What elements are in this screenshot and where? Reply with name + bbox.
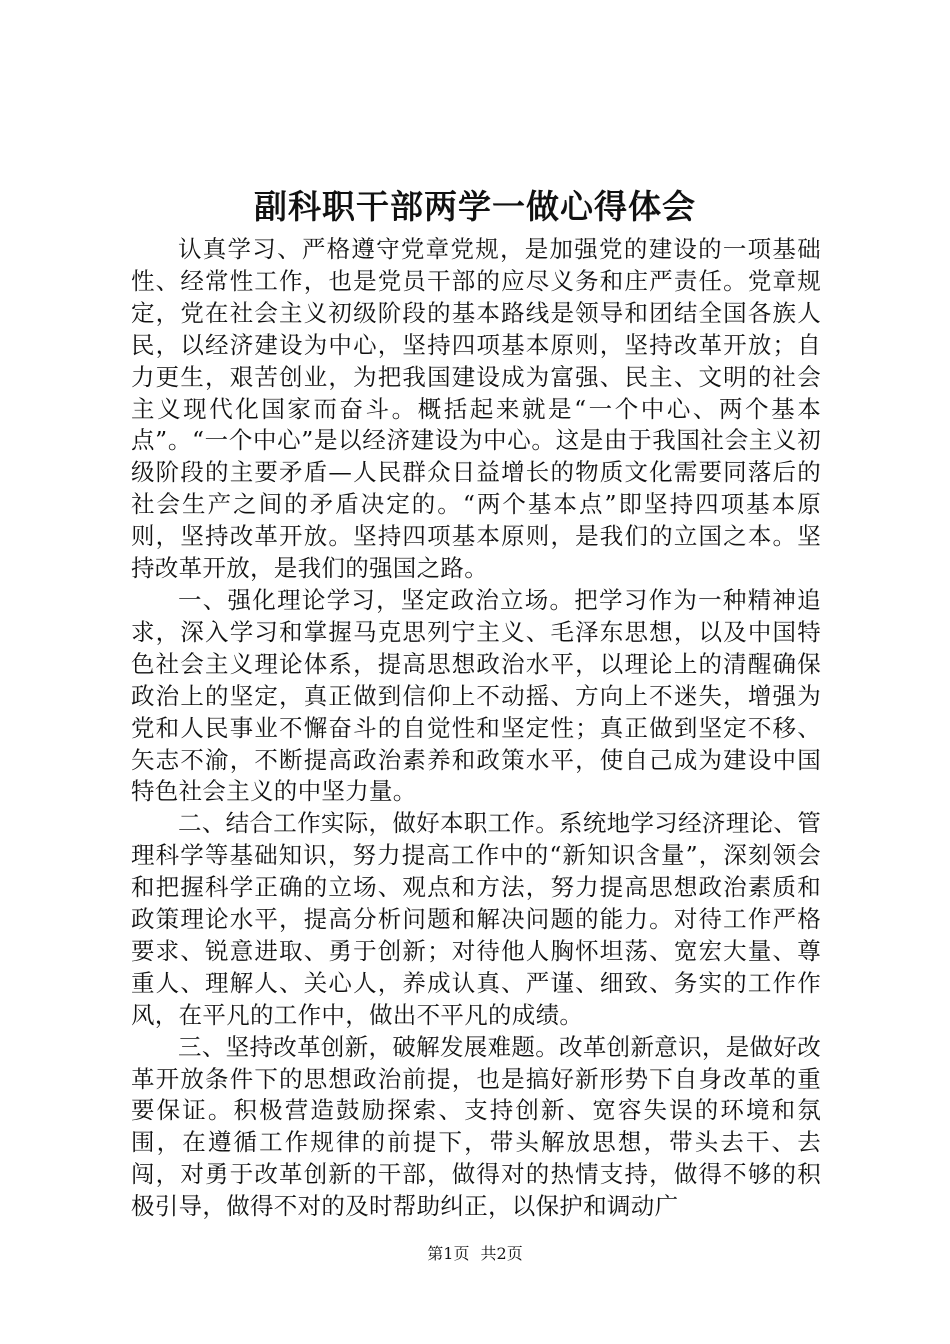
document-title: 副科职干部两学一做心得体会	[254, 187, 696, 226]
page-number: 第1页	[427, 1244, 470, 1263]
paragraph-section-3: 三、坚持改革创新，破解发展难题。改革创新意识，是做好改革开放条件下的思想政治前提，也是搞好新形势下自身改革的重要保证。积极营造鼓励探索、支持创新、宽容失误的环境和氛围，在遵循工作规律的前提下，带头解放思想，带头去干、去闯，对勇于改革创新的干部，做得对的热情支持，做得不够的积极引导，做得不对的及时帮助纠正，以保护和调动广	[131, 1032, 821, 1221]
document-body	[131, 234, 821, 1223]
paragraph-intro: 认真学习、严格遵守党章党规，是加强党的建设的一项基础性、经常性工作，也是党员干部的应尽义务和庄严责任。党章规定，党在社会主义初级阶段的基本路线是领导和团结全国各族人民，以经济建设为中心，坚持四项基本原则，坚持改革开放；自力更生，艰苦创业，为把我国建设成为富强、民主、文明的社会主义现代化国家而奋斗。概括起来就是“一个中心、两个基本点”。“一个中心”是以经济建设为中心。这是由于我国社会主义初级阶段的主要矛盾—人民群众日益增长的物质文化需要同落后的社会生产之间的矛盾决定的。“两个基本点”即坚持四项基本原则，坚持改革开放。坚持四项基本原则，是我们的立国之本。坚持改革开放，是我们的强国之路。	[131, 235, 821, 583]
paragraph-section-1: 一、强化理论学习，坚定政治立场。把学习作为一种精神追求，深入学习和掌握马克思列宁主义、毛泽东思想，以及中国特色社会主义理论体系，提高思想政治水平，以理论上的清醒确保政治上的坚定，真正做到信仰上不动摇、方向上不迷失，增强为党和人民事业不懈奋斗的自觉性和坚定性；真正做到坚定不移、矢志不渝，不断提高政治素养和政策水平，使自己成为建设中国特色社会主义的中坚力量。	[131, 585, 821, 806]
paragraph-section-2: 二、结合工作实际，做好本职工作。系统地学习经济理论、管理科学等基础知识，努力提高工作中的“新知识含量”，深刻领会和把握科学正确的立场、观点和方法，努力提高思想政治素质和政策理论水平，提高分析问题和解决问题的能力。对待工作严格要求、锐意进取、勇于创新；对待他人胸怀坦荡、宽宏大量、尊重人、理解人、关心人，养成认真、严谨、细致、务实的工作作风，在平凡的工作中，做出不平凡的成绩。	[131, 809, 821, 1029]
page-total: 共2页	[480, 1244, 523, 1263]
page-footer	[0, 1243, 950, 1265]
